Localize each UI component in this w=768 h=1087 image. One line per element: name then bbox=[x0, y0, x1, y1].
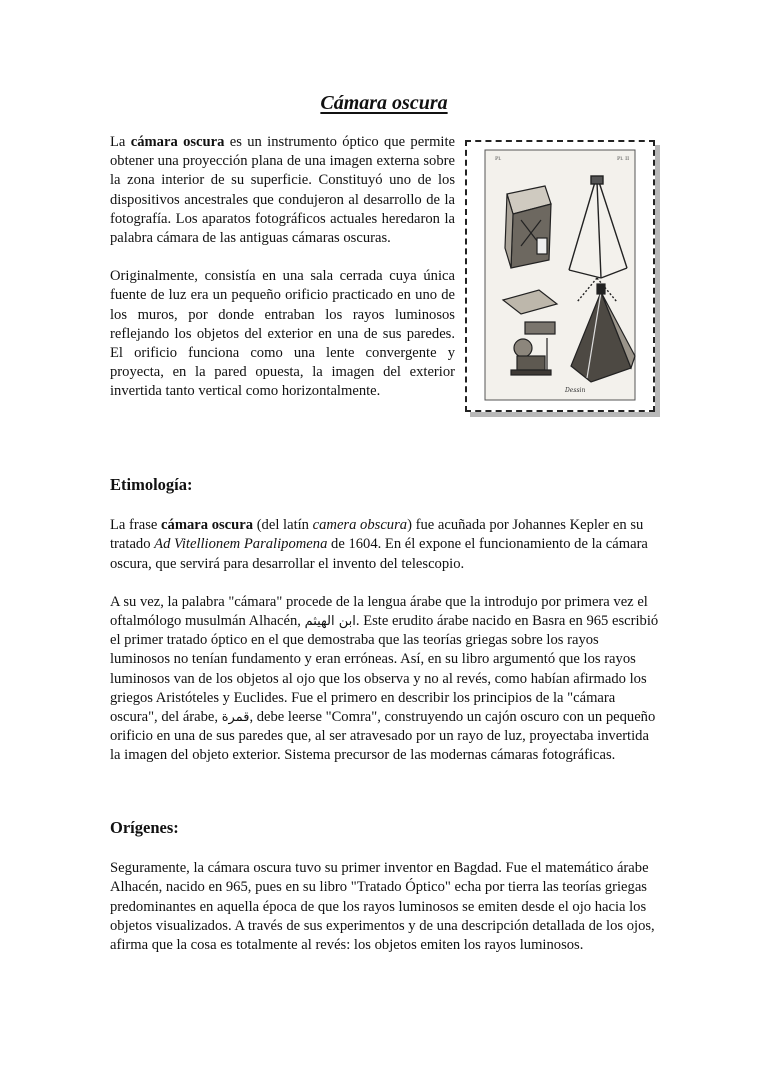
intro-paragraph-1: La cámara oscura es un instrumento óptico que permite obtener una proyección plana de una imagen externa sobre la zona interior de su superficie. Constituyó uno de los dispositivos ancestrales que condujeron al desarrollo de la fotografía. Los aparatos fotográficos actuales heredaron la palabra cámara de las antiguas cámaras oscuras. bbox=[110, 134, 456, 247]
intro-paragraph-2: Originalmente, consistía en una sala cerrada cuya única fuente de luz era un pequeño orificio practicado en uno de los muros, por donde entraban los rayos luminosos reflejando los objetos del exterior en una de sus paredes. El orificio funciona como una lente convergente y proyecta, en la pared opuesta, la imagen del exterior invertida tanto vertical como horizontalmente. bbox=[110, 268, 455, 400]
engraving-corner-label: Pl. bbox=[495, 156, 502, 162]
section-heading-origenes: Orígenes: bbox=[110, 818, 179, 837]
section-heading-etimologia: Etimología: bbox=[110, 475, 193, 494]
engraving-corner-label-right: Pl. II bbox=[617, 156, 630, 162]
box-camera-drawing bbox=[505, 186, 551, 268]
etimologia-paragraph-1: La frase cámara oscura (del latín camera obscura) fue acuñada por Johannes Kepler en su tratado Ad Vitellionem Paralipomena de 1604. En él expone el funcionamiento de la cámara oscura, que servirá para desarrollar el invento del telescopio. bbox=[110, 517, 648, 572]
intro-text bbox=[110, 133, 455, 402]
section-etimologia bbox=[110, 475, 662, 766]
camera-obscura-illustration bbox=[465, 140, 655, 412]
arabic-name: ابن الهيثم bbox=[304, 614, 356, 630]
arabic-word: قمرة bbox=[221, 710, 250, 726]
engraving-caption: Dessin bbox=[565, 387, 586, 394]
page-title: Cámara oscura bbox=[320, 92, 448, 114]
engraving-image bbox=[467, 142, 653, 410]
section-origenes bbox=[110, 818, 662, 955]
bold-term: cámara oscura bbox=[130, 134, 225, 150]
etimologia-paragraph-2: A su vez, la palabra "cámara" procede de la lengua árabe que la introdujo por primera vez el oftalmólogo musulmán Alhacén, ابن الهيثم. Este erudito árabe nacido en Basra en 965 escribió el primer tratado óptico en el que demostraba que las teorías griegas sobre los rayos luminosos no tenían fundamento y eran erróneas. Así, en su libro argumentó que los rayos luminosos van de los objetos al ojo que los observa y no al revés, como habían afirmado los griegos Aristóteles y Euclides. Fue el primero en describir los principios de la "cámara oscura", del árabe, قمرة, debe leerse "Comra", construyendo un cajón oscuro con un pequeño orificio en una de sus paredes que, al ser atravesado por un rayo de luz, proyectaba invertida la imagen del objeto exterior. Sistema precursor de las modernas cámaras fotográficas. bbox=[110, 593, 659, 764]
origenes-paragraph-1: Seguramente, la cámara oscura tuvo su primer inventor en Bagdad. Fue el matemático árabe Alhacén, nacido en 965, pues en su libro "Tratado Óptico" echa por tierra las teorías griegas predominantes en aquella época de que los rayos luminosos se emiten desde el ojo hacia los objetos visualizados. A través de sus experimentos y de una descripción detallada de los ojos, afirma que la cosa es totalmente al revés: los objetos emiten los rayos luminosos. bbox=[110, 860, 655, 954]
